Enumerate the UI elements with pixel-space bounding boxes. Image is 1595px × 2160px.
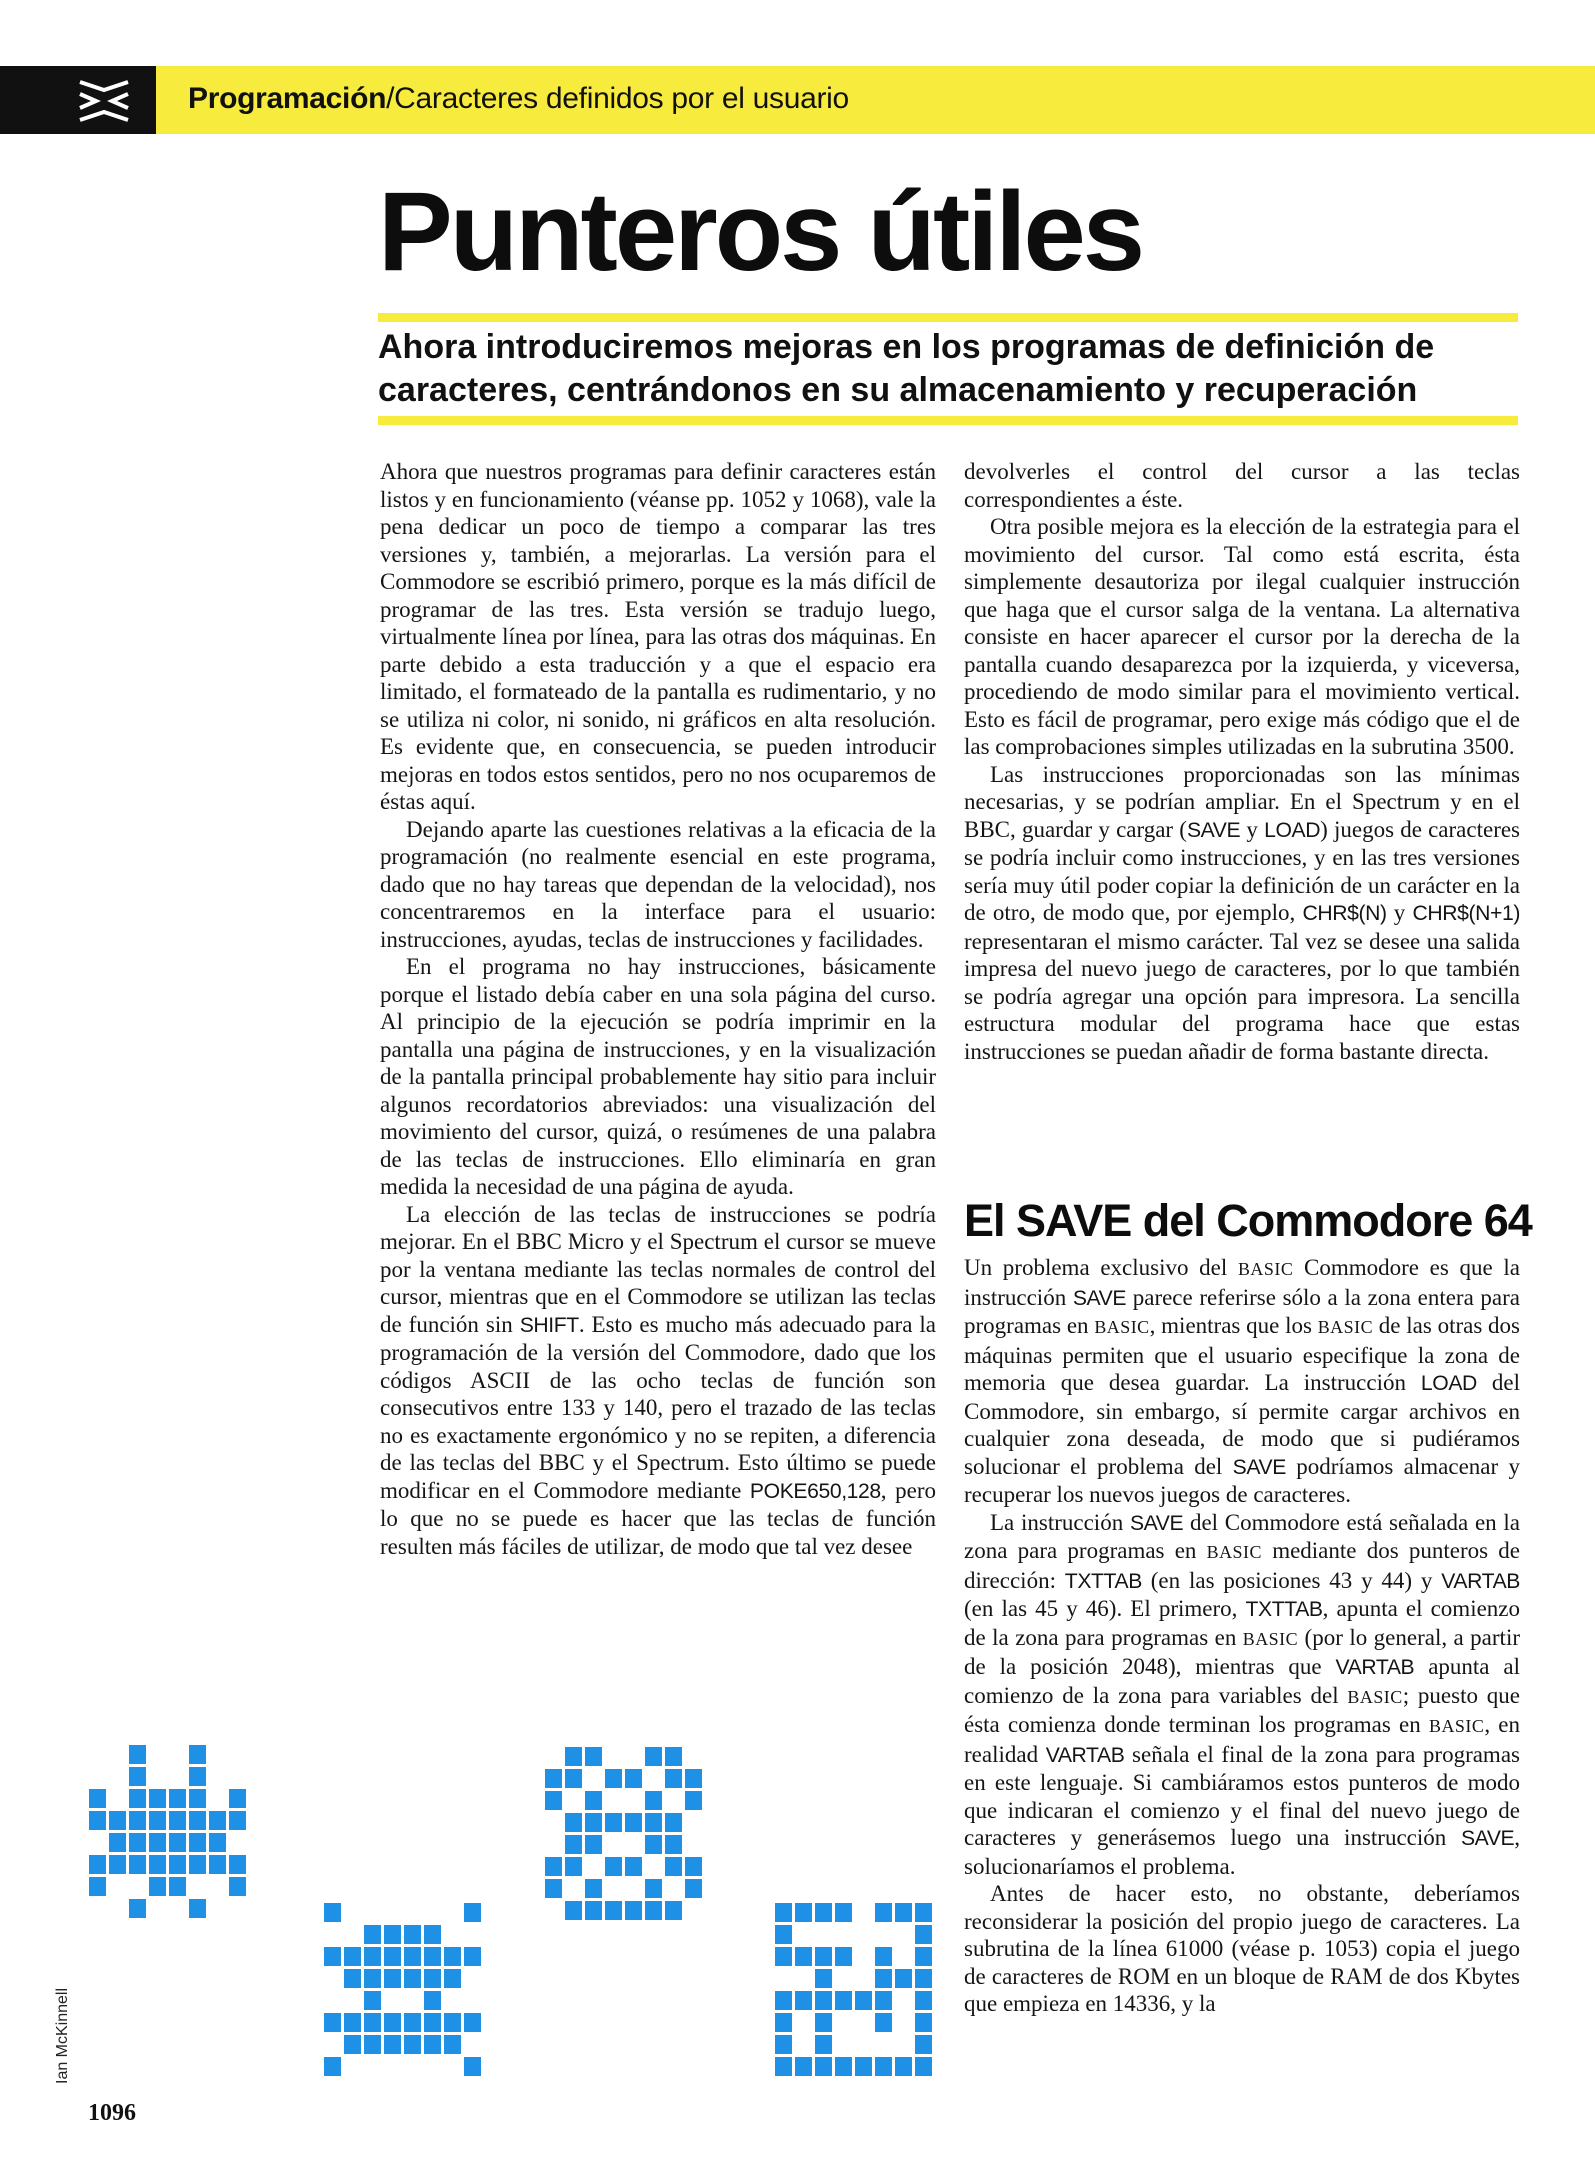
sprite-pixel	[855, 2057, 872, 2076]
sprite-pixel	[815, 2035, 832, 2054]
sprite-pixel	[875, 2057, 892, 2076]
sprite-pixel	[364, 1991, 381, 2010]
sprite-pixel	[384, 2035, 401, 2054]
sprite-pixel	[324, 2057, 341, 2076]
sprite-pixel	[835, 2057, 852, 2076]
sprite-pixel	[585, 1791, 602, 1810]
code-keyword: SAVE	[1072, 1286, 1127, 1310]
sprite-pixel	[149, 1811, 166, 1830]
sprite-pixel	[565, 1835, 582, 1854]
sprite-pixel	[109, 1833, 126, 1852]
sprite-pixel	[364, 2013, 381, 2032]
sprite-pixel	[444, 1947, 461, 1966]
sprite-pixel	[775, 2013, 792, 2032]
sprite-pixel	[915, 2013, 932, 2032]
sprite-pixel	[424, 2035, 441, 2054]
sprite-pixel	[129, 1833, 146, 1852]
sprite-pixel	[875, 1903, 892, 1922]
sprite-pixel	[895, 1969, 912, 1988]
paragraph: Otra posible mejora es la elección de la estrategia para el movimiento del cursor. Tal como está escrita, ésta simplemente desautoriza por ilegal cualquier instrucción que haga que el cursor salga de la ventana. La alternativa consiste en hacer aparecer el cursor por la derecha de la pantalla cuando desaparezca por la izquierda, y viceversa, procediendo de modo similar para el movimiento vertical. Esto es fácil de programar, pero exige más código que el de las comprobaciones simples utilizadas en la subrutina 3500.	[964, 514, 1520, 759]
sprite-pixel	[545, 1791, 562, 1810]
sprite-pixel	[795, 1947, 812, 1966]
sprite-pixel	[645, 1901, 662, 1920]
sprite-pixel	[129, 1789, 146, 1808]
sprite-pixel	[835, 1903, 852, 1922]
sprite-pixel	[464, 2013, 481, 2032]
sprite-pixel	[895, 1903, 912, 1922]
sprite-pixel	[324, 2013, 341, 2032]
sprite-pixel	[545, 1769, 562, 1788]
sprite-pixel	[444, 2013, 461, 2032]
sprite-pixel	[665, 1901, 682, 1920]
sprite-pixel	[364, 1947, 381, 1966]
deck-rule-top	[378, 313, 1518, 322]
sprite-pixel	[915, 2035, 932, 2054]
column-left	[380, 458, 936, 1560]
sprite-pixel	[915, 1947, 932, 1966]
sprite-pixel	[815, 1969, 832, 1988]
code-keyword: LOAD	[1420, 1372, 1477, 1395]
sprite-pixel	[775, 2035, 792, 2054]
sprite-pixel	[464, 1903, 481, 1922]
sprite-pixel	[545, 1857, 562, 1876]
code-keyword: SHIFT	[519, 1313, 579, 1337]
sprite-pixel	[605, 1901, 622, 1920]
code-keyword: SAVE	[1232, 1455, 1286, 1479]
small-caps: BASIC	[1242, 1628, 1299, 1649]
sprite-pixel	[645, 1879, 662, 1898]
sprite-pixel	[775, 1947, 792, 1966]
page-number: 1096	[88, 2100, 136, 2126]
small-caps: BASIC	[1094, 1317, 1150, 1337]
paragraph: En el programa no hay instrucciones, básicamente porque el listado debía caber en una sola página del curso. Al principio de la ejecución se podría imprimir en la pantalla una página de instrucciones, y en la visualización de la pantalla principal probablemente hay sitio para incluir algunos recordatorios abreviados: una visualización del movimiento del cursor, quizá, o resúmenes de una palabra de las teclas de instrucciones. Ello eliminaría en gran medida la necesidad de una página de ayuda.	[380, 954, 936, 1199]
sprite-pixel	[665, 1747, 682, 1766]
sprite-pixel	[875, 2013, 892, 2032]
sprite-pixel	[775, 2057, 792, 2076]
sprite-pixel	[915, 2057, 932, 2076]
pixel-skull-sprite	[323, 1902, 483, 2078]
sprite-pixel	[424, 2013, 441, 2032]
sprite-pixel	[444, 2035, 461, 2054]
pixel-glyph-sprite	[774, 1902, 934, 2078]
sprite-pixel	[565, 1901, 582, 1920]
small-caps: BASIC	[1347, 1686, 1403, 1707]
sprite-pixel	[585, 1879, 602, 1898]
sprite-pixel	[915, 1925, 932, 1944]
sprite-pixel	[344, 2013, 361, 2032]
sprite-pixel	[625, 1769, 642, 1788]
sprite-pixel	[685, 1857, 702, 1876]
paragraph: La instrucción SAVE del Commodore está señalada en la zona para programas en BASIC mediante dos punteros de dirección: TXTTAB (en las posiciones 43 y 44) y VARTAB (en las 45 y 46). El primero, TXTTAB, apunta el comienzo de la zona para programas en BASIC (por lo general, a partir de la posición 2048), mientras que VARTAB apunta al comienzo de la zona para variables del BASIC; puesto que ésta comienza donde terminan los programas en BASIC, en realidad VARTAB señala el final de la zona para programas en este lenguaje. Si cambiáramos estos punteros de modo que indicaran el comienzo y el final del nuevo juego de caracteres y generásemos luego una instrucción SAVE, solucionaríamos el problema.	[964, 1509, 1521, 1879]
small-caps: BASIC	[1428, 1716, 1485, 1736]
sprite-pixel	[209, 1833, 226, 1852]
sprite-pixel	[565, 1769, 582, 1788]
sprite-pixel	[625, 1813, 642, 1832]
code-keyword: TXTTAB	[1064, 1569, 1142, 1593]
code-keyword: SAVE	[1129, 1511, 1184, 1535]
paragraph: Antes de hacer esto, no obstante, deberíamos reconsiderar la posición del propio juego de caracteres. La subrutina de la línea 61000 (véase p. 1053) copia el juego de caracteres de ROM en un bloque de RAM de dos Kbytes que empieza en 14336, y la	[964, 1881, 1520, 2016]
sprite-pixel	[209, 1855, 226, 1874]
sprite-pixel	[915, 1991, 932, 2010]
sprite-pixel	[665, 1857, 682, 1876]
illustration-credit: Ian McKinnell	[54, 1987, 71, 2084]
sprite-pixel	[89, 1811, 106, 1830]
sprite-pixel	[384, 1947, 401, 1966]
code-keyword: VARTAB	[1335, 1656, 1415, 1679]
sprite-pixel	[404, 2013, 421, 2032]
sprite-pixel	[229, 1789, 246, 1808]
sprite-pixel	[795, 1903, 812, 1922]
paragraph: devolverles el control del cursor a las teclas correspondientes a éste.	[964, 459, 1520, 512]
sprite-pixel	[665, 1813, 682, 1832]
sprite-pixel	[169, 1877, 186, 1896]
sprite-pixel	[129, 1855, 146, 1874]
sprite-pixel	[645, 1835, 662, 1854]
sprite-pixel	[189, 1855, 206, 1874]
small-caps: BASIC	[1317, 1317, 1374, 1337]
column-right-bottom	[964, 1254, 1520, 2018]
sprite-pixel	[855, 1991, 872, 2010]
sprite-pixel	[424, 1969, 441, 1988]
paragraph: Las instrucciones proporcionadas son las mínimas necesarias, y se podrían ampliar. En el Spectrum y en el BBC, guardar y cargar (SAVE y LOAD) juegos de caracteres se podría incluir como instrucciones, y en las tres versiones sería muy útil poder copiar la definición de un carácter en la de otro, de modo que, por ejemplo, CHR$(N) y CHR$(N+1) representaran el mismo carácter. Tal vez se desee una salida impresa del nuevo juego de caracteres, por lo que también se podría agregar una opción para impresora. La sencilla estructura modular del programa hace que estas instrucciones se puedan añadir de forma bastante directa.	[964, 761, 1521, 1064]
small-caps: BASIC	[1237, 1259, 1294, 1279]
sprite-pixel	[645, 1791, 662, 1810]
sprite-pixel	[645, 1747, 662, 1766]
sprite-pixel	[685, 1791, 702, 1810]
sprite-pixel	[364, 1969, 381, 1988]
sprite-pixel	[915, 1969, 932, 1988]
pixel-robot-sprite	[544, 1746, 704, 1922]
sprite-pixel	[109, 1811, 126, 1830]
sprite-pixel	[404, 1947, 421, 1966]
sprite-pixel	[895, 2057, 912, 2076]
sprite-pixel	[189, 1767, 206, 1786]
sprite-pixel	[344, 2035, 361, 2054]
sprite-pixel	[189, 1833, 206, 1852]
paragraph: Ahora que nuestros programas para definir caracteres están listos y en funcionamiento (véanse pp. 1052 y 1068), vale la pena dedicar un poco de tiempo a comparar las tres versiones y, también, a mejorarlas. La versión para el Commodore se escribió primero, porque es la más difícil de programar de las tres. Esta versión se tradujo luego, virtualmente línea por línea, para las otras dos máquinas. En parte debido a esta traducción y a que el espacio era limitado, el formateado de la pantalla es rudimentario, y no se utiliza ni color, ni sonido, ni gráficos en alta resolución. Es evidente que, en consecuencia, se pueden introducir mejoras en todos estos sentidos, pero no nos ocuparemos de éstas aquí.	[380, 459, 936, 814]
sprite-pixel	[149, 1833, 166, 1852]
small-caps: BASIC	[1206, 1542, 1262, 1562]
running-header	[188, 82, 849, 116]
sprite-pixel	[364, 2035, 381, 2054]
sprite-pixel	[404, 1925, 421, 1944]
section-heading: El SAVE del Commodore 64	[964, 1195, 1532, 1246]
sprite-pixel	[775, 1903, 792, 1922]
sprite-pixel	[815, 1903, 832, 1922]
sprite-pixel	[384, 2013, 401, 2032]
sprite-pixel	[169, 1833, 186, 1852]
paragraph: La elección de las teclas de instrucciones se podría mejorar. En el BBC Micro y el Spectrum el cursor se mueve por la ventana mediante las teclas normales de control del cursor, mientras que en el Commodore se utilizan las teclas de función sin SHIFT. Esto es mucho más adecuado para la programación de la versión del Commodore, dado que los códigos ASCII de las ocho teclas de función son consecutivos entre 133 y 140, pero el trazado de las teclas no es exactamente ergonómico y no se repiten, a diferencia de las teclas del BBC y el Spectrum. Esto último se puede modificar en el Commodore mediante POKE650,128, pero lo que no se puede es hacer que las teclas de función resulten más fáciles de utilizar, de modo que tal vez desee	[380, 1201, 936, 1559]
sprite-pixel	[875, 1991, 892, 2010]
sprite-pixel	[915, 1903, 932, 1922]
code-keyword: LOAD	[1264, 818, 1321, 842]
sprite-pixel	[585, 1747, 602, 1766]
sprite-pixel	[605, 1857, 622, 1876]
sprite-pixel	[464, 1947, 481, 1966]
sprite-pixel	[545, 1879, 562, 1898]
deck-rule-bottom	[378, 416, 1518, 425]
section-logo-icon	[74, 74, 134, 128]
sprite-pixel	[625, 1857, 642, 1876]
sprite-pixel	[585, 1901, 602, 1920]
sprite-pixel	[129, 1745, 146, 1764]
sprite-pixel	[685, 1769, 702, 1788]
sprite-pixel	[89, 1877, 106, 1896]
paragraph: Dejando aparte las cuestiones relativas a la eficacia de la programación (no realmente esencial en este programa, dado que no hay tareas que dependan de la velocidad), nos concentraremos en la interface para el usuario: instrucciones, ayudas, teclas de instrucciones y facilidades.	[380, 816, 936, 952]
code-keyword: POKE650,128	[749, 1479, 881, 1503]
sprite-pixel	[795, 1991, 812, 2010]
article-deck: Ahora introduciremos mejoras en los programas de definición de caracteres, centrándonos en su almacenamiento y recuperación	[378, 328, 1435, 409]
sprite-pixel	[424, 1925, 441, 1944]
sprite-pixel	[775, 1925, 792, 1944]
sprite-pixel	[605, 1769, 622, 1788]
sprite-pixel	[585, 1835, 602, 1854]
sprite-pixel	[444, 1969, 461, 1988]
sprite-pixel	[189, 1745, 206, 1764]
sprite-pixel	[344, 1947, 361, 1966]
sprite-pixel	[324, 1903, 341, 1922]
sprite-pixel	[89, 1855, 106, 1874]
sprite-pixel	[685, 1879, 702, 1898]
sprite-pixel	[424, 1991, 441, 2010]
code-keyword: CHR$(N+1)	[1412, 902, 1521, 925]
sprite-pixel	[189, 1811, 206, 1830]
sprite-pixel	[605, 1813, 622, 1832]
pixel-invader-sprite-1	[88, 1744, 248, 1920]
column-right-top	[964, 458, 1520, 1065]
sprite-pixel	[585, 1813, 602, 1832]
code-keyword: VARTAB	[1441, 1569, 1520, 1593]
sprite-pixel	[229, 1877, 246, 1896]
code-keyword: SAVE	[1460, 1827, 1515, 1850]
sprite-pixel	[344, 1969, 361, 1988]
sprite-pixel	[464, 2057, 481, 2076]
sprite-pixel	[835, 1991, 852, 2010]
sprite-pixel	[424, 1947, 441, 1966]
sprite-pixel	[169, 1789, 186, 1808]
sprite-pixel	[89, 1789, 106, 1808]
code-keyword: SAVE	[1186, 818, 1241, 842]
sprite-pixel	[665, 1769, 682, 1788]
code-keyword: CHR$(N)	[1302, 902, 1387, 925]
sprite-pixel	[229, 1811, 246, 1830]
sprite-pixel	[169, 1811, 186, 1830]
sprite-pixel	[625, 1901, 642, 1920]
paragraph: Un problema exclusivo del BASIC Commodore es que la instrucción SAVE parece referirse sólo a la zona entera para programas en BASIC, mientras que los BASIC de las otras dos máquinas permiten que el usuario especifique la zona de memoria que desea guardar. La instrucción LOAD del Commodore, sin embargo, sí permite cargar archivos en cualquier zona deseada, de modo que si pudiéramos solucionar el problema del SAVE podríamos almacenar y recuperar los nuevos juegos de caracteres.	[964, 1255, 1521, 1507]
sprite-pixel	[795, 2057, 812, 2076]
sprite-pixel	[875, 1969, 892, 1988]
sprite-pixel	[324, 1947, 341, 1966]
sprite-pixel	[875, 1947, 892, 1966]
sprite-pixel	[384, 1925, 401, 1944]
sprite-pixel	[775, 1991, 792, 2010]
sprite-pixel	[109, 1855, 126, 1874]
code-keyword: TXTTAB	[1245, 1598, 1323, 1621]
sprite-pixel	[364, 1925, 381, 1944]
sprite-pixel	[565, 1857, 582, 1876]
sprite-pixel	[189, 1789, 206, 1808]
sprite-pixel	[665, 1835, 682, 1854]
sprite-pixel	[565, 1747, 582, 1766]
sprite-pixel	[229, 1855, 246, 1874]
sprite-pixel	[815, 2057, 832, 2076]
sprite-pixel	[815, 2013, 832, 2032]
sprite-pixel	[645, 1813, 662, 1832]
sprite-pixel	[835, 1947, 852, 1966]
sprite-pixel	[129, 1811, 146, 1830]
header-subsection: /Caracteres definidos por el usuario	[386, 82, 849, 115]
sprite-pixel	[129, 1899, 146, 1918]
sprite-pixel	[189, 1899, 206, 1918]
sprite-pixel	[565, 1813, 582, 1832]
sprite-pixel	[209, 1811, 226, 1830]
sprite-pixel	[149, 1855, 166, 1874]
sprite-pixel	[129, 1767, 146, 1786]
sprite-pixel	[404, 2035, 421, 2054]
sprite-pixel	[149, 1789, 166, 1808]
sprite-pixel	[384, 1969, 401, 1988]
sprite-pixel	[815, 1991, 832, 2010]
header-section: Programación	[188, 82, 387, 115]
sprite-pixel	[169, 1855, 186, 1874]
sprite-pixel	[149, 1877, 166, 1896]
code-keyword: VARTAB	[1045, 1743, 1125, 1767]
sprite-pixel	[404, 1969, 421, 1988]
article-title: Punteros útiles	[378, 169, 1143, 294]
sprite-pixel	[815, 1947, 832, 1966]
